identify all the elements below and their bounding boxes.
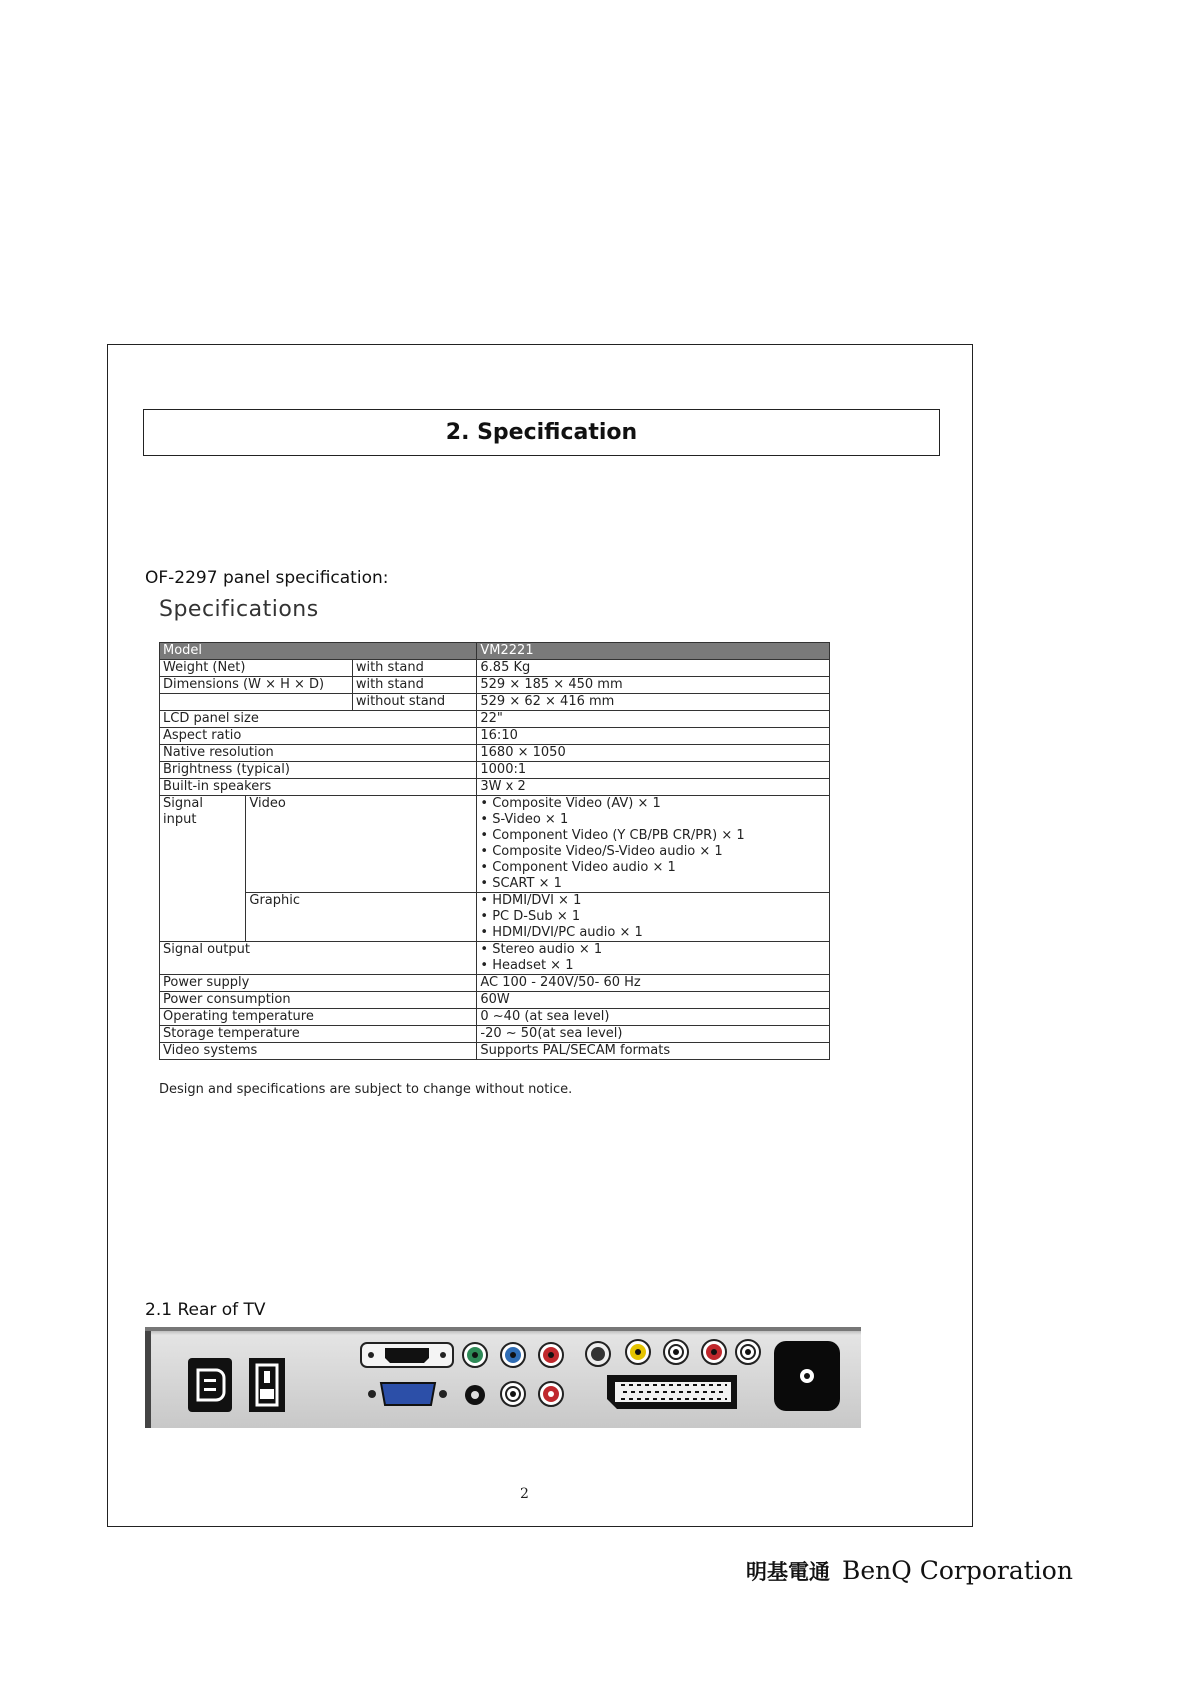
- table-row: [160, 779, 830, 796]
- table-cell: [477, 796, 830, 893]
- table-row: [160, 992, 830, 1009]
- table-cell: Brightness (typical): [160, 762, 477, 779]
- table-row: [160, 694, 830, 711]
- signal-input-label: input: [163, 812, 197, 827]
- page-number: 2: [520, 1486, 529, 1502]
- table-row: [160, 975, 830, 992]
- table-cell: Video systems: [160, 1043, 477, 1060]
- table-cell: 22": [477, 711, 830, 728]
- table-row: [160, 762, 830, 779]
- table-cell: Power supply: [160, 975, 477, 992]
- table-row: [160, 660, 830, 677]
- headphone-jack-icon: [774, 1341, 840, 1411]
- table-cell: 16:10: [477, 728, 830, 745]
- table-row: [160, 643, 830, 660]
- table-cell: without stand: [352, 694, 477, 711]
- table-cell: [160, 796, 246, 942]
- list-item: • SCART × 1: [480, 876, 562, 891]
- table-cell: 1680 × 1050: [477, 745, 830, 762]
- list-item: • HDMI/DVI/PC audio × 1: [480, 925, 643, 940]
- section-title-box: [143, 409, 940, 456]
- table-cell: 3W x 2: [477, 779, 830, 796]
- spec-heading: Specifications: [159, 597, 319, 622]
- list-item: • S-Video × 1: [480, 812, 569, 827]
- table-cell: Video: [246, 796, 477, 893]
- table-row: [160, 1009, 830, 1026]
- table-cell: Operating temperature: [160, 1009, 477, 1026]
- table-cell: [477, 893, 830, 942]
- table-cell: 6.85 Kg: [477, 660, 830, 677]
- tv-rear-panel-image: [145, 1327, 861, 1428]
- table-cell: Supports PAL/SECAM formats: [477, 1043, 830, 1060]
- table-cell: -20 ~ 50(at sea level): [477, 1026, 830, 1043]
- table-cell: Dimensions (W × H × D): [160, 677, 353, 694]
- table-cell: Graphic: [246, 893, 477, 942]
- power-socket-icon: [188, 1358, 232, 1412]
- table-cell: [477, 942, 830, 975]
- table-cell: 529 × 62 × 416 mm: [477, 694, 830, 711]
- table-cell: 529 × 185 × 450 mm: [477, 677, 830, 694]
- table-cell: VM2221: [477, 643, 830, 660]
- table-cell: AC 100 - 240V/50- 60 Hz: [477, 975, 830, 992]
- intro-label: OF-2297 panel specification:: [145, 568, 389, 588]
- table-row: [160, 728, 830, 745]
- table-row: [160, 745, 830, 762]
- footer-english: BenQ Corporation: [842, 1556, 1073, 1585]
- table-cell: Storage temperature: [160, 1026, 477, 1043]
- disclaimer-note: Design and specifications are subject to change without notice.: [159, 1082, 573, 1097]
- table-cell: LCD panel size: [160, 711, 477, 728]
- table-cell: Native resolution: [160, 745, 477, 762]
- signal-input-label: Signal: [163, 796, 203, 811]
- table-cell: 1000:1: [477, 762, 830, 779]
- table-cell: with stand: [352, 660, 477, 677]
- table-cell: Built-in speakers: [160, 779, 477, 796]
- list-item: • Headset × 1: [480, 958, 574, 973]
- table-cell: Weight (Net): [160, 660, 353, 677]
- table-row: [160, 1026, 830, 1043]
- list-item: • PC D-Sub × 1: [480, 909, 581, 924]
- component-video-jacks: [463, 1343, 563, 1367]
- table-cell: Model: [160, 643, 477, 660]
- table-cell: Power consumption: [160, 992, 477, 1009]
- table-row: [160, 677, 830, 694]
- table-row: [160, 942, 830, 975]
- table-cell: 0 ~40 (at sea level): [477, 1009, 830, 1026]
- table-cell: with stand: [352, 677, 477, 694]
- table-cell: [160, 694, 353, 711]
- section-title: 2. Specification: [445, 420, 638, 445]
- footer-brand: [746, 1556, 1073, 1586]
- scart-port-icon: [607, 1375, 737, 1409]
- table-cell: 60W: [477, 992, 830, 1009]
- table-cell: Aspect ratio: [160, 728, 477, 745]
- list-item: • Component Video (Y CB/PB CR/PR) × 1: [480, 828, 745, 843]
- hdmi-port-icon: [361, 1343, 453, 1367]
- table-row: [160, 796, 830, 893]
- list-item: • Composite Video/S-Video audio × 1: [480, 844, 723, 859]
- list-item: • Stereo audio × 1: [480, 942, 603, 957]
- list-item: • Composite Video (AV) × 1: [480, 796, 661, 811]
- power-switch-icon: [249, 1358, 285, 1412]
- footer-chinese: 明基電通: [746, 1560, 830, 1584]
- table-cell: Signal output: [160, 942, 477, 975]
- table-row: [160, 711, 830, 728]
- rear-heading: 2.1 Rear of TV: [145, 1300, 266, 1320]
- table-row: [160, 893, 830, 942]
- list-item: • HDMI/DVI × 1: [480, 893, 582, 908]
- table-row: [160, 1043, 830, 1060]
- spec-table: [159, 642, 830, 1060]
- list-item: • Component Video audio × 1: [480, 860, 676, 875]
